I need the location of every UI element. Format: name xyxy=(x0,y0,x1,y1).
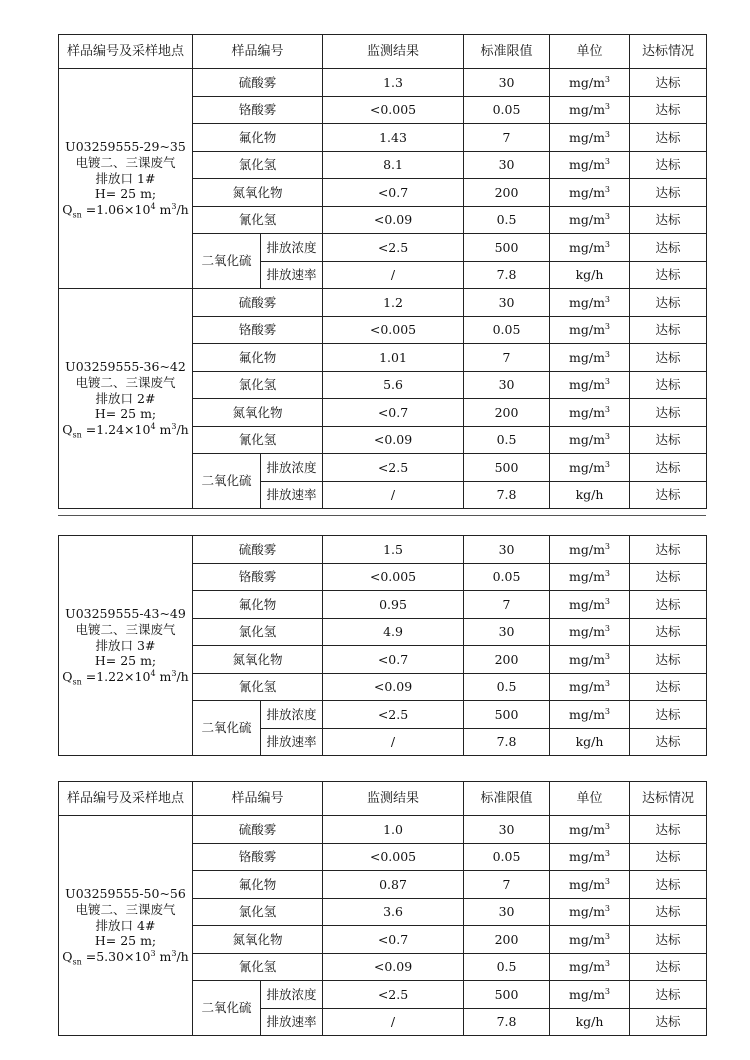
standard-limit: 7 xyxy=(464,591,550,619)
unit-exponent: 3 xyxy=(604,349,611,359)
monitoring-result: 1.0 xyxy=(323,816,464,844)
standard-limit: 30 xyxy=(464,69,550,97)
compliance-status: 达标 xyxy=(630,151,707,179)
unit-cell xyxy=(550,673,630,701)
so2-sub-item: 排放浓度 xyxy=(261,981,323,1009)
so2-sub-item: 排放速率 xyxy=(261,481,323,509)
standard-limit: 30 xyxy=(464,536,550,564)
pollutant-name: 铬酸雾 xyxy=(193,316,323,344)
flow-label-sub: sn xyxy=(72,677,82,687)
compliance-status: 达标 xyxy=(630,69,707,97)
unit-text: mg/m xyxy=(569,679,605,695)
monitoring-result: 3.6 xyxy=(323,898,464,926)
flow-unit: m xyxy=(155,948,172,964)
table-row xyxy=(59,69,707,97)
unit-exponent: 3 xyxy=(604,541,611,551)
standard-limit: 30 xyxy=(464,618,550,646)
unit-exponent: 3 xyxy=(604,74,611,84)
unit-exponent: 3 xyxy=(604,651,611,661)
compliance-status: 达标 xyxy=(630,316,707,344)
pollutant-name: 氯化氢 xyxy=(193,371,323,399)
pollutant-name-so2: 二氧化硫 xyxy=(193,701,261,756)
pollutant-name: 氟化物 xyxy=(193,871,323,899)
unit-cell: kg/h xyxy=(550,728,630,756)
unit-text: mg/m xyxy=(569,102,605,118)
unit-cell: kg/h xyxy=(550,1008,630,1036)
flow-unit-tail: /h xyxy=(176,201,189,217)
compliance-status: 达标 xyxy=(630,536,707,564)
unit-text: mg/m xyxy=(569,624,605,640)
standard-limit: 30 xyxy=(464,816,550,844)
flow-unit-tail: /h xyxy=(176,668,189,684)
monitoring-table-2 xyxy=(58,535,707,756)
compliance-status: 达标 xyxy=(630,816,707,844)
unit-text: mg/m xyxy=(569,432,605,448)
unit-cell xyxy=(550,289,630,317)
flow-unit-exponent: 3 xyxy=(171,421,177,431)
monitoring-result: 8.1 xyxy=(323,151,464,179)
unit-text: mg/m xyxy=(569,184,605,200)
unit-cell xyxy=(550,536,630,564)
sampling-site-cell xyxy=(59,69,193,289)
unit-exponent: 3 xyxy=(604,821,611,831)
flow-unit-exponent: 3 xyxy=(171,948,177,958)
unit-cell xyxy=(550,646,630,674)
unit-text: mg/m xyxy=(569,129,605,145)
unit-text: mg/m xyxy=(569,931,605,947)
site-flow-rate xyxy=(59,202,192,218)
compliance-status: 达标 xyxy=(630,454,707,482)
site-height: H= 25 m; xyxy=(94,653,157,669)
pollutant-name: 氟化物 xyxy=(193,124,323,152)
unit-exponent: 3 xyxy=(604,404,611,414)
unit-text: mg/m xyxy=(569,157,605,173)
pollutant-name: 氟化物 xyxy=(193,344,323,372)
pollutant-name: 硫酸雾 xyxy=(193,69,323,97)
unit-cell xyxy=(550,898,630,926)
flow-exponent: 4 xyxy=(150,201,156,211)
compliance-status: 达标 xyxy=(630,673,707,701)
unit-exponent: 3 xyxy=(604,212,611,222)
so2-sub-item: 排放速率 xyxy=(261,728,323,756)
compliance-status: 达标 xyxy=(630,646,707,674)
flow-value: =1.22×10 xyxy=(81,668,151,684)
unit-exponent: 3 xyxy=(604,624,611,634)
unit-text: mg/m xyxy=(569,541,605,557)
pollutant-name: 氮氧化物 xyxy=(193,179,323,207)
header-result: 监测结果 xyxy=(323,782,464,816)
standard-limit: 0.5 xyxy=(464,953,550,981)
compliance-status: 达标 xyxy=(630,371,707,399)
site-name: 电镀二、三课废气 xyxy=(75,622,176,638)
monitoring-result: <0.005 xyxy=(323,96,464,124)
flow-exponent: 4 xyxy=(150,421,156,431)
flow-label: Q xyxy=(62,668,73,684)
so2-sub-item: 排放浓度 xyxy=(261,234,323,262)
monitoring-result: <0.005 xyxy=(323,316,464,344)
flow-value: =5.30×10 xyxy=(81,948,151,964)
compliance-status: 达标 xyxy=(630,728,707,756)
compliance-status: 达标 xyxy=(630,843,707,871)
monitoring-result: <0.005 xyxy=(323,843,464,871)
unit-cell: kg/h xyxy=(550,261,630,289)
group-block xyxy=(59,289,707,509)
unit-cell xyxy=(550,96,630,124)
standard-limit: 500 xyxy=(464,234,550,262)
compliance-status: 达标 xyxy=(630,563,707,591)
standard-limit: 0.05 xyxy=(464,316,550,344)
flow-label-sub: sn xyxy=(72,430,82,440)
unit-text: mg/m xyxy=(569,349,605,365)
standard-limit: 30 xyxy=(464,371,550,399)
page-break-line xyxy=(58,515,706,516)
site-outlet: 排放口 4# xyxy=(95,917,156,933)
site-id: U03259555-43~49 xyxy=(65,606,186,622)
flow-unit-tail: /h xyxy=(176,421,189,437)
unit-cell xyxy=(550,591,630,619)
monitoring-result: 1.3 xyxy=(323,69,464,97)
standard-limit: 0.05 xyxy=(464,843,550,871)
standard-limit: 0.5 xyxy=(464,206,550,234)
unit-cell xyxy=(550,151,630,179)
flow-value: =1.24×10 xyxy=(81,421,151,437)
site-flow-rate xyxy=(59,669,192,685)
so2-sub-item: 排放浓度 xyxy=(261,454,323,482)
pollutant-name: 铬酸雾 xyxy=(193,96,323,124)
header-sample: 样品编号 xyxy=(193,782,323,816)
pollutant-name: 铬酸雾 xyxy=(193,843,323,871)
site-outlet: 排放口 1# xyxy=(95,170,156,186)
pollutant-name: 硫酸雾 xyxy=(193,536,323,564)
compliance-status: 达标 xyxy=(630,289,707,317)
unit-cell xyxy=(550,426,630,454)
header-site: 样品编号及采样地点 xyxy=(59,782,193,816)
unit-cell xyxy=(550,124,630,152)
compliance-status: 达标 xyxy=(630,981,707,1009)
standard-limit: 0.05 xyxy=(464,96,550,124)
header-unit: 单位 xyxy=(550,35,630,69)
unit-text: mg/m xyxy=(569,569,605,585)
compliance-status: 达标 xyxy=(630,481,707,509)
unit-exponent: 3 xyxy=(604,959,611,969)
site-height: H= 25 m; xyxy=(94,933,157,949)
site-id: U03259555-36~42 xyxy=(65,359,186,375)
monitoring-result: 1.01 xyxy=(323,344,464,372)
header-status: 达标情况 xyxy=(630,782,707,816)
unit-cell xyxy=(550,953,630,981)
monitoring-result: / xyxy=(323,728,464,756)
unit-cell xyxy=(550,701,630,729)
header-row xyxy=(59,782,707,816)
flow-unit-exponent: 3 xyxy=(171,668,177,678)
so2-sub-item: 排放速率 xyxy=(261,1008,323,1036)
unit-cell xyxy=(550,371,630,399)
compliance-status: 达标 xyxy=(630,618,707,646)
compliance-status: 达标 xyxy=(630,591,707,619)
flow-label: Q xyxy=(62,201,73,217)
group-block xyxy=(59,536,707,756)
unit-text: mg/m xyxy=(569,596,605,612)
standard-limit: 7 xyxy=(464,871,550,899)
standard-limit: 30 xyxy=(464,898,550,926)
monitoring-result: <2.5 xyxy=(323,981,464,1009)
compliance-status: 达标 xyxy=(630,426,707,454)
flow-exponent: 3 xyxy=(150,948,156,958)
flow-label: Q xyxy=(62,948,73,964)
standard-limit: 0.5 xyxy=(464,673,550,701)
flow-unit-tail: /h xyxy=(176,948,189,964)
unit-exponent: 3 xyxy=(604,876,611,886)
table-row xyxy=(59,816,707,844)
header-status: 达标情况 xyxy=(630,35,707,69)
pollutant-name: 氯化氢 xyxy=(193,151,323,179)
monitoring-result: 0.95 xyxy=(323,591,464,619)
compliance-status: 达标 xyxy=(630,96,707,124)
flow-value: =1.06×10 xyxy=(81,201,151,217)
unit-text: mg/m xyxy=(569,849,605,865)
unit-exponent: 3 xyxy=(604,904,611,914)
monitoring-result: <0.7 xyxy=(323,179,464,207)
sampling-site-cell xyxy=(59,536,193,756)
site-name: 电镀二、三课废气 xyxy=(75,375,176,391)
standard-limit: 200 xyxy=(464,926,550,954)
unit-exponent: 3 xyxy=(604,239,611,249)
monitoring-result: <2.5 xyxy=(323,454,464,482)
monitoring-result: / xyxy=(323,1008,464,1036)
monitoring-result: 0.87 xyxy=(323,871,464,899)
so2-sub-item: 排放浓度 xyxy=(261,701,323,729)
flow-unit-exponent: 3 xyxy=(171,201,177,211)
pollutant-name: 氯化氢 xyxy=(193,898,323,926)
pollutant-name-so2: 二氧化硫 xyxy=(193,981,261,1036)
unit-exponent: 3 xyxy=(604,294,611,304)
unit-text: mg/m xyxy=(569,876,605,892)
unit-cell xyxy=(550,981,630,1009)
standard-limit: 7.8 xyxy=(464,1008,550,1036)
unit-exponent: 3 xyxy=(604,986,611,996)
standard-limit: 7.8 xyxy=(464,261,550,289)
unit-text: mg/m xyxy=(569,706,605,722)
monitoring-result: 5.6 xyxy=(323,371,464,399)
table-row xyxy=(59,289,707,317)
compliance-status: 达标 xyxy=(630,871,707,899)
group-block xyxy=(59,69,707,289)
flow-unit: m xyxy=(155,421,172,437)
unit-cell xyxy=(550,234,630,262)
site-name: 电镀二、三课废气 xyxy=(75,902,176,918)
unit-cell xyxy=(550,69,630,97)
flow-label: Q xyxy=(62,421,73,437)
standard-limit: 500 xyxy=(464,454,550,482)
monitoring-table-1 xyxy=(58,34,707,509)
compliance-status: 达标 xyxy=(630,953,707,981)
pollutant-name: 氟化物 xyxy=(193,591,323,619)
compliance-status: 达标 xyxy=(630,344,707,372)
unit-cell xyxy=(550,563,630,591)
monitoring-result: <0.09 xyxy=(323,673,464,701)
unit-text: mg/m xyxy=(569,404,605,420)
unit-cell xyxy=(550,454,630,482)
compliance-status: 达标 xyxy=(630,898,707,926)
monitoring-result: <0.005 xyxy=(323,563,464,591)
monitoring-result: <2.5 xyxy=(323,234,464,262)
pollutant-name: 硫酸雾 xyxy=(193,816,323,844)
standard-limit: 7.8 xyxy=(464,481,550,509)
monitoring-result: <0.7 xyxy=(323,646,464,674)
standard-limit: 7.8 xyxy=(464,728,550,756)
unit-cell xyxy=(550,926,630,954)
standard-limit: 200 xyxy=(464,399,550,427)
compliance-status: 达标 xyxy=(630,261,707,289)
monitoring-table-3 xyxy=(58,781,707,1036)
site-flow-rate xyxy=(59,949,192,965)
unit-cell xyxy=(550,344,630,372)
unit-exponent: 3 xyxy=(604,459,611,469)
monitoring-result: 4.9 xyxy=(323,618,464,646)
unit-exponent: 3 xyxy=(604,596,611,606)
site-height: H= 25 m; xyxy=(94,186,157,202)
unit-exponent: 3 xyxy=(604,157,611,167)
standard-limit: 7 xyxy=(464,344,550,372)
compliance-status: 达标 xyxy=(630,399,707,427)
compliance-status: 达标 xyxy=(630,206,707,234)
compliance-status: 达标 xyxy=(630,179,707,207)
unit-exponent: 3 xyxy=(604,322,611,332)
compliance-status: 达标 xyxy=(630,701,707,729)
unit-text: mg/m xyxy=(569,212,605,228)
monitoring-result: <0.7 xyxy=(323,399,464,427)
pollutant-name-so2: 二氧化硫 xyxy=(193,234,261,289)
compliance-status: 达标 xyxy=(630,124,707,152)
unit-text: mg/m xyxy=(569,294,605,310)
unit-exponent: 3 xyxy=(604,102,611,112)
standard-limit: 500 xyxy=(464,701,550,729)
table-row xyxy=(59,536,707,564)
monitoring-result: / xyxy=(323,481,464,509)
flow-label-sub: sn xyxy=(72,210,82,220)
pollutant-name-so2: 二氧化硫 xyxy=(193,454,261,509)
monitoring-result: 1.2 xyxy=(323,289,464,317)
standard-limit: 30 xyxy=(464,289,550,317)
site-id: U03259555-50~56 xyxy=(65,886,186,902)
site-name: 电镀二、三课废气 xyxy=(75,155,176,171)
unit-cell: kg/h xyxy=(550,481,630,509)
unit-text: mg/m xyxy=(569,821,605,837)
pollutant-name: 氮氧化物 xyxy=(193,926,323,954)
unit-exponent: 3 xyxy=(604,706,611,716)
monitoring-result: 1.5 xyxy=(323,536,464,564)
monitoring-result: <0.09 xyxy=(323,953,464,981)
flow-exponent: 4 xyxy=(150,668,156,678)
sampling-site-cell xyxy=(59,816,193,1036)
header-sample: 样品编号 xyxy=(193,35,323,69)
unit-text: mg/m xyxy=(569,459,605,475)
standard-limit: 0.5 xyxy=(464,426,550,454)
unit-text: mg/m xyxy=(569,986,605,1002)
unit-exponent: 3 xyxy=(604,432,611,442)
unit-exponent: 3 xyxy=(604,931,611,941)
compliance-status: 达标 xyxy=(630,926,707,954)
unit-cell xyxy=(550,871,630,899)
unit-text: mg/m xyxy=(569,74,605,90)
header-result: 监测结果 xyxy=(323,35,464,69)
standard-limit: 500 xyxy=(464,981,550,1009)
pollutant-name: 氰化氢 xyxy=(193,206,323,234)
group-block xyxy=(59,816,707,1036)
unit-cell xyxy=(550,206,630,234)
monitoring-result: / xyxy=(323,261,464,289)
header-limit: 标准限值 xyxy=(464,782,550,816)
unit-cell xyxy=(550,618,630,646)
unit-exponent: 3 xyxy=(604,679,611,689)
pollutant-name: 氮氧化物 xyxy=(193,646,323,674)
pollutant-name: 氮氧化物 xyxy=(193,399,323,427)
site-outlet: 排放口 2# xyxy=(95,390,156,406)
unit-cell xyxy=(550,179,630,207)
pollutant-name: 氰化氢 xyxy=(193,953,323,981)
unit-exponent: 3 xyxy=(604,184,611,194)
site-id: U03259555-29~35 xyxy=(65,139,186,155)
monitoring-result: 1.43 xyxy=(323,124,464,152)
unit-text: mg/m xyxy=(569,959,605,975)
unit-exponent: 3 xyxy=(604,849,611,859)
site-outlet: 排放口 3# xyxy=(95,637,156,653)
standard-limit: 0.05 xyxy=(464,563,550,591)
unit-cell xyxy=(550,399,630,427)
pollutant-name: 铬酸雾 xyxy=(193,563,323,591)
so2-sub-item: 排放速率 xyxy=(261,261,323,289)
monitoring-result: <0.09 xyxy=(323,426,464,454)
flow-unit: m xyxy=(155,668,172,684)
monitoring-result: <0.09 xyxy=(323,206,464,234)
unit-text: mg/m xyxy=(569,651,605,667)
header-limit: 标准限值 xyxy=(464,35,550,69)
header-site: 样品编号及采样地点 xyxy=(59,35,193,69)
flow-label-sub: sn xyxy=(72,957,82,967)
unit-text: mg/m xyxy=(569,904,605,920)
compliance-status: 达标 xyxy=(630,234,707,262)
flow-unit: m xyxy=(155,201,172,217)
standard-limit: 200 xyxy=(464,646,550,674)
pollutant-name: 硫酸雾 xyxy=(193,289,323,317)
standard-limit: 200 xyxy=(464,179,550,207)
unit-exponent: 3 xyxy=(604,569,611,579)
unit-text: mg/m xyxy=(569,377,605,393)
unit-cell xyxy=(550,316,630,344)
standard-limit: 7 xyxy=(464,124,550,152)
site-flow-rate xyxy=(59,422,192,438)
unit-cell xyxy=(550,816,630,844)
unit-text: mg/m xyxy=(569,239,605,255)
compliance-status: 达标 xyxy=(630,1008,707,1036)
unit-text: mg/m xyxy=(569,322,605,338)
monitoring-result: <2.5 xyxy=(323,701,464,729)
unit-cell xyxy=(550,843,630,871)
site-height: H= 25 m; xyxy=(94,406,157,422)
header-unit: 单位 xyxy=(550,782,630,816)
pollutant-name: 氯化氢 xyxy=(193,618,323,646)
standard-limit: 30 xyxy=(464,151,550,179)
unit-exponent: 3 xyxy=(604,129,611,139)
header-row xyxy=(59,35,707,69)
unit-exponent: 3 xyxy=(604,377,611,387)
sampling-site-cell xyxy=(59,289,193,509)
pollutant-name: 氰化氢 xyxy=(193,673,323,701)
pollutant-name: 氰化氢 xyxy=(193,426,323,454)
monitoring-result: <0.7 xyxy=(323,926,464,954)
